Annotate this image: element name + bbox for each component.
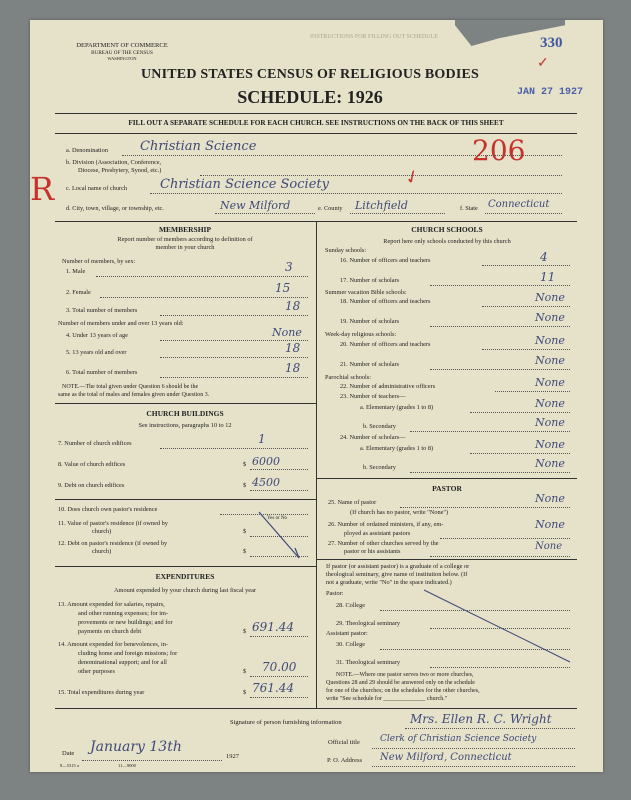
q7-value: 1 xyxy=(258,432,266,446)
q25-label: 25. Name of pastor xyxy=(328,499,377,506)
form-title: UNITED STATES CENSUS OF RELIGIOUS BODIES xyxy=(140,67,479,82)
address-value: New Milford, Connecticut xyxy=(380,752,512,763)
pastor-note-line4: write "See schedule for ______________ church." xyxy=(326,696,448,702)
rule xyxy=(316,478,577,479)
dollar-sign: $ xyxy=(243,548,247,555)
denomination-value: Christian Science xyxy=(140,139,257,154)
pastor-note-line2: Questions 28 and 29 should be answered only on the schedule xyxy=(326,680,475,686)
membership-heading: MEMBERSHIP xyxy=(158,225,212,234)
pastor-note: NOTE.—Where one pastor serves two or more churches, xyxy=(336,672,474,678)
q3-label: 3. Total number of members xyxy=(66,307,138,314)
expenditures-heading: EXPENDITURES xyxy=(155,572,215,581)
fill-line xyxy=(150,193,562,194)
q20-label: 20. Number of officers and teachers xyxy=(340,341,431,348)
q2-value: 15 xyxy=(275,281,291,295)
q8-label: 8. Value of church edifices xyxy=(58,461,126,468)
q30-label: 30. College xyxy=(336,641,366,648)
q5-label: 5. 13 years old and over xyxy=(66,349,127,356)
q14-label-line3: denominational support; and for all xyxy=(78,659,167,666)
q3-value: 18 xyxy=(285,299,301,313)
q24a-value: None xyxy=(535,438,565,451)
q27-label: 27. Number of other churches served by the xyxy=(328,540,439,547)
bureau-name: BUREAU OF THE CENSUS xyxy=(91,50,153,56)
q23a-label: a. Elementary (grades 1 to 8) xyxy=(360,404,434,411)
schedule-title: SCHEDULE: 1926 xyxy=(237,87,383,107)
q22-value: None xyxy=(535,376,565,389)
rule xyxy=(55,566,316,567)
address-label: P. O. Address xyxy=(327,757,363,764)
rule xyxy=(55,499,316,500)
q18-label: 18. Number of officers and teachers xyxy=(340,298,431,305)
parochial-label: Parochial schools: xyxy=(325,374,371,381)
q24a-label: a. Elementary (grades 1 to 8) xyxy=(360,445,434,452)
membership-note-line2: same as the total of males and females given under Question 3. xyxy=(58,392,210,398)
q26-label-line2: ployed as assistant pastors xyxy=(344,530,411,537)
fill-line xyxy=(200,175,562,176)
form-code: 8—5315 a xyxy=(60,763,79,768)
graduate-intro-line2: theological seminary, give name of institution below. (If xyxy=(326,571,468,578)
schools-sub: Report here only schools conducted by this church xyxy=(383,238,511,245)
leader xyxy=(482,349,570,350)
leader xyxy=(482,306,570,307)
rule xyxy=(55,708,577,709)
q13-value: 691.44 xyxy=(252,620,294,634)
q23a-value: None xyxy=(535,397,565,410)
received-date-stamp: JAN 27 1927 xyxy=(517,87,584,98)
q24b-label: b. Secondary xyxy=(363,464,396,471)
q1-label: 1. Male xyxy=(66,268,86,275)
q23b-value: None xyxy=(535,416,565,429)
q6-value: 18 xyxy=(285,361,301,375)
q4-label: 4. Under 13 years of age xyxy=(66,332,128,339)
q19-label: 19. Number of scholars xyxy=(340,318,400,325)
leader xyxy=(250,636,308,637)
q6-label: 6. Total number of members xyxy=(66,369,138,376)
dollar-sign: $ xyxy=(243,482,247,489)
q26-value: None xyxy=(535,518,565,531)
q8-value: 6000 xyxy=(252,455,280,468)
q15-label: 15. Total expenditures during year xyxy=(58,689,145,696)
q19-value: None xyxy=(535,311,565,324)
q9-value: 4500 xyxy=(252,476,280,489)
q25-note: (If church has no pastor, write "None") xyxy=(350,509,449,516)
q21-label: 21. Number of scholars xyxy=(340,361,400,368)
leader xyxy=(100,297,308,298)
q1-value: 3 xyxy=(285,260,293,274)
weekday-label: Week-day religious schools: xyxy=(325,331,397,338)
leader xyxy=(430,556,570,557)
fill-line xyxy=(485,213,562,214)
q17-label: 17. Number of scholars xyxy=(340,277,400,284)
official-title-label: Official title xyxy=(328,739,360,746)
state-label: f. State xyxy=(460,205,478,212)
column-divider xyxy=(316,221,317,708)
leader xyxy=(250,676,308,677)
leader xyxy=(160,448,308,449)
state-value: Connecticut xyxy=(488,199,550,210)
schools-heading: CHURCH SCHOOLS xyxy=(411,225,483,234)
q12-label: 12. Debt on pastor's residence (if owned by xyxy=(58,540,168,547)
membership-note: NOTE.—The total given under Question 6 should be the xyxy=(62,384,199,390)
leader xyxy=(470,453,570,454)
leader xyxy=(482,265,570,266)
leader xyxy=(250,469,308,470)
official-title-value: Clerk of Christian Science Society xyxy=(380,734,537,744)
q26-label: 26. Number of ordained ministers, if any, em- xyxy=(328,521,444,528)
expenditures-sub: Amount expended by your church during last fiscal year xyxy=(114,587,256,594)
leader xyxy=(430,285,570,286)
fill-line xyxy=(372,766,575,767)
fill-line xyxy=(82,760,222,761)
fill-line xyxy=(215,213,315,214)
county-value: Litchfield xyxy=(355,199,408,212)
q14-label: 14. Amount expended for benevolences, in- xyxy=(58,641,168,648)
yes-no-hint: Yes or No xyxy=(267,516,288,521)
membership-sub2: member in your church xyxy=(155,244,215,251)
red-check-mark: ✓ xyxy=(401,164,424,190)
rule xyxy=(55,113,577,114)
county-label: e. County xyxy=(318,205,343,212)
signature-label: Signature of person furnishing information xyxy=(230,719,342,726)
bureau-city: WASHINGTON xyxy=(107,56,137,61)
rule xyxy=(55,403,316,404)
q25-value: None xyxy=(535,492,565,505)
local-name-value: Christian Science Society xyxy=(160,177,329,192)
separate-schedule-instruction: FILL OUT A SEPARATE SCHEDULE FOR EACH CHURCH. SEE INSTRUCTIONS ON THE BACK OF THIS SHEET xyxy=(128,119,504,127)
q31-label: 31. Theological seminary xyxy=(336,659,401,666)
strike-through-mark xyxy=(255,508,305,563)
q27-value: None xyxy=(535,541,563,552)
q24-label: 24. Number of scholars— xyxy=(340,434,406,441)
leader xyxy=(160,357,308,358)
leader xyxy=(430,369,570,370)
pastor-sublabel: Pastor: xyxy=(326,590,344,597)
q11-label: 11. Value of pastor's residence (if owned by xyxy=(58,520,168,527)
local-name-label: c. Local name of church xyxy=(66,185,128,192)
leader xyxy=(410,472,570,473)
date-value: January 13th xyxy=(90,739,182,755)
q24b-value: None xyxy=(535,457,565,470)
back-bleed-text: INSTRUCTIONS FOR FILLING OUT SCHEDULE xyxy=(310,34,438,40)
summer-label: Summer vacation Bible schools: xyxy=(325,289,407,296)
q14-label-line4: other purposes xyxy=(78,668,115,675)
red-serial-number: 206 xyxy=(472,134,526,167)
denomination-label: a. Denomination xyxy=(66,147,108,154)
dollar-sign: $ xyxy=(243,528,247,535)
buildings-sub: See instructions, paragraphs 10 to 12 xyxy=(138,422,232,429)
membership-sub: Report number of members according to definition of xyxy=(117,236,253,243)
leader xyxy=(160,377,308,378)
print-code: 11—9000 xyxy=(118,763,136,768)
leader xyxy=(430,326,570,327)
leader xyxy=(430,667,570,668)
q14-value: 70.00 xyxy=(262,660,297,674)
leader xyxy=(400,507,570,508)
q10-label: 10. Does church own pastor's residence xyxy=(58,506,158,513)
q22-label: 22. Number of administrative officers xyxy=(340,383,436,390)
department-name: DEPARTMENT OF COMMERCE xyxy=(76,42,168,49)
q17-value: 11 xyxy=(540,270,556,284)
leader xyxy=(410,431,570,432)
red-letter-mark: R xyxy=(30,170,55,208)
city-label: d. City, town, village, or township, etc. xyxy=(66,205,164,212)
leader xyxy=(250,490,308,491)
city-value: New Milford xyxy=(220,199,291,212)
q23-label: 23. Number of teachers— xyxy=(340,393,406,400)
leader xyxy=(96,276,308,277)
q20-value: None xyxy=(535,334,565,347)
q23b-label: b. Secondary xyxy=(363,423,396,430)
strike-through-mark xyxy=(420,586,575,666)
division-label-line2: Diocese, Presbytery, Synod, etc.) xyxy=(78,167,162,174)
q16-label: 16. Number of officers and teachers xyxy=(340,257,431,264)
fill-line xyxy=(405,728,575,729)
dollar-sign: $ xyxy=(243,461,247,468)
q14-label-line2: cluding home and foreign missions; for xyxy=(78,650,178,657)
q13-label-line3: provements or new buildings; and for xyxy=(78,619,173,626)
fill-line xyxy=(350,213,445,214)
red-check-mark: ✓ xyxy=(537,56,549,71)
age-label: Number of members under and over 13 years old: xyxy=(58,320,184,327)
signature-value: Mrs. Ellen R. C. Wright xyxy=(410,712,552,726)
q7-label: 7. Number of church edifices xyxy=(58,440,132,447)
dollar-sign: $ xyxy=(243,628,247,635)
sunday-label: Sunday schools: xyxy=(325,247,367,254)
leader xyxy=(250,697,308,698)
q29-label: 29. Theological seminary xyxy=(336,620,401,627)
q2-label: 2. Female xyxy=(66,289,91,296)
date-year: 1927 xyxy=(226,753,239,760)
q28-label: 28. College xyxy=(336,602,366,609)
leader xyxy=(470,412,570,413)
q12-label-line2: church) xyxy=(92,548,112,555)
q4-value: None xyxy=(272,326,302,339)
fill-line xyxy=(122,155,562,156)
q18-value: None xyxy=(535,291,565,304)
q13-label: 13. Amount expended for salaries, repairs, xyxy=(58,601,165,608)
leader xyxy=(160,315,308,316)
assistant-sublabel: Assistant pastor: xyxy=(326,630,368,637)
q15-value: 761.44 xyxy=(252,681,294,695)
q11-label-line2: church) xyxy=(92,528,112,535)
form-number: 330 xyxy=(540,35,563,51)
q27-label-line2: pastor or his assistants xyxy=(344,548,401,555)
buildings-heading: CHURCH BUILDINGS xyxy=(146,409,224,418)
rule xyxy=(316,559,577,560)
q21-value: None xyxy=(535,354,565,367)
fill-line xyxy=(372,748,575,749)
q13-label-line2: and other running expenses; for im- xyxy=(78,610,169,617)
by-sex-label: Number of members, by sex: xyxy=(62,258,136,265)
dollar-sign: $ xyxy=(243,668,247,675)
pastor-note-line3: for one of the churches; on the schedules for the other churches, xyxy=(326,688,480,694)
leader xyxy=(495,391,570,392)
pastor-heading: PASTOR xyxy=(432,484,462,493)
division-label: b. Division (Association, Conference, xyxy=(66,159,162,166)
q16-value: 4 xyxy=(540,250,548,264)
q9-label: 9. Debt on church edifices xyxy=(58,482,125,489)
q5-value: 18 xyxy=(285,341,301,355)
leader xyxy=(440,538,570,539)
graduate-intro: If pastor (or assistant pastor) is a graduate of a college or xyxy=(326,563,470,570)
graduate-intro-line3: not a graduate, write "No" in the space indicated.) xyxy=(326,579,452,586)
dollar-sign: $ xyxy=(243,689,247,696)
q13-label-line4: payments on church debt xyxy=(78,628,142,635)
date-label: Date xyxy=(62,750,75,757)
